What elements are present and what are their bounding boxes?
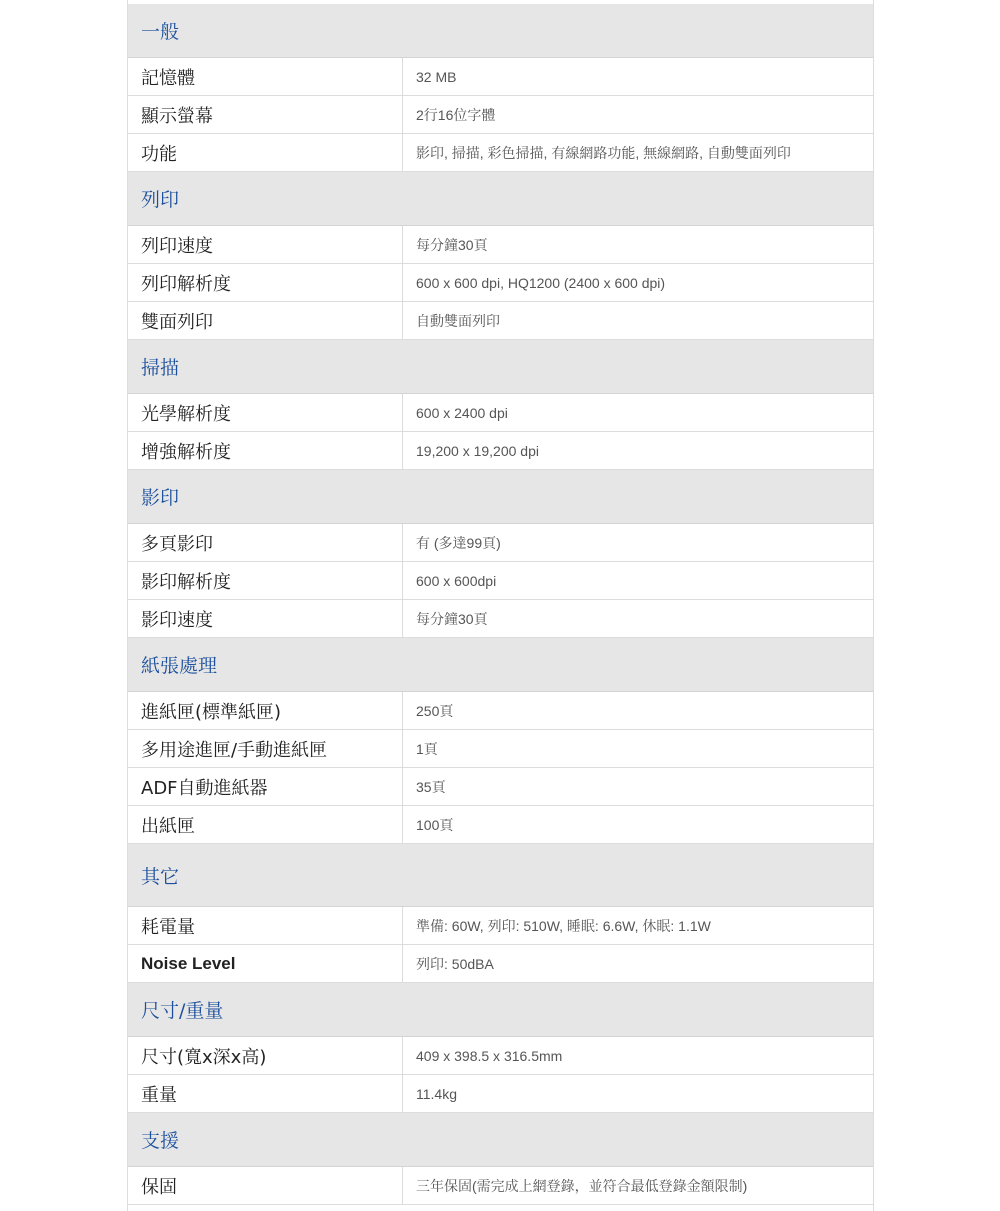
row-value: 2行16位字體 bbox=[416, 106, 496, 123]
row-label: 記憶體 bbox=[128, 58, 403, 95]
row-value: 250頁 bbox=[416, 702, 454, 719]
section-header-dimensions-weight bbox=[128, 983, 873, 1037]
table-row bbox=[128, 1037, 873, 1075]
spec-table bbox=[127, 0, 874, 1211]
section-header-general bbox=[128, 4, 873, 58]
row-value: 32 MB bbox=[416, 68, 457, 85]
table-row bbox=[128, 1167, 873, 1205]
row-label: 重量 bbox=[128, 1075, 403, 1112]
row-label: 影印速度 bbox=[128, 600, 403, 637]
table-row bbox=[128, 806, 873, 844]
section-title: 影印 bbox=[141, 487, 180, 509]
table-row bbox=[128, 432, 873, 470]
row-value: 11.4kg bbox=[416, 1085, 457, 1102]
row-label: 功能 bbox=[128, 134, 403, 171]
section-title: 紙張處理 bbox=[141, 655, 218, 677]
table-row bbox=[128, 730, 873, 768]
row-value: 有 (多達99頁) bbox=[416, 534, 501, 551]
table-row bbox=[128, 58, 873, 96]
section-title: 其它 bbox=[141, 865, 180, 888]
row-value: 準備: 60W, 列印: 510W, 睡眠: 6.6W, 休眠: 1.1W bbox=[416, 917, 711, 934]
table-row bbox=[128, 134, 873, 172]
row-label: 尺寸(寬x深x高) bbox=[128, 1037, 403, 1074]
row-value: 409 x 398.5 x 316.5mm bbox=[416, 1047, 563, 1064]
section-title: 支援 bbox=[141, 1130, 180, 1152]
row-label: 雙面列印 bbox=[128, 302, 403, 339]
row-label: ADF自動進紙器 bbox=[128, 768, 403, 805]
row-label: 出紙匣 bbox=[128, 806, 403, 843]
row-label: 顯示螢幕 bbox=[128, 96, 403, 133]
row-label: 多用途進匣/手動進紙匣 bbox=[128, 730, 403, 767]
section-header-print bbox=[128, 172, 873, 226]
row-value: 600 x 600 dpi, HQ1200 (2400 x 600 dpi) bbox=[416, 274, 666, 291]
section-header-copy bbox=[128, 470, 873, 524]
row-label: Noise Level bbox=[128, 945, 403, 982]
row-label: 影印解析度 bbox=[128, 562, 403, 599]
table-row bbox=[128, 907, 873, 945]
table-row bbox=[128, 768, 873, 806]
row-value: 1頁 bbox=[416, 740, 438, 757]
row-label: 保固 bbox=[128, 1167, 403, 1204]
table-row bbox=[128, 96, 873, 134]
row-label: 進紙匣(標準紙匣) bbox=[128, 692, 403, 729]
row-value: 影印, 掃描, 彩色掃描, 有線網路功能, 無線網路, 自動雙面列印 bbox=[416, 144, 791, 161]
table-row bbox=[128, 264, 873, 302]
section-header-support bbox=[128, 1113, 873, 1167]
row-label: 耗電量 bbox=[128, 907, 403, 944]
row-value: 19,200 x 19,200 dpi bbox=[416, 442, 539, 459]
row-value: 35頁 bbox=[416, 778, 446, 795]
table-row bbox=[128, 692, 873, 730]
row-label: 光學解析度 bbox=[128, 394, 403, 431]
row-value: 每分鐘30頁 bbox=[416, 610, 488, 627]
section-header-scan bbox=[128, 340, 873, 394]
row-value: 每分鐘30頁 bbox=[416, 236, 488, 253]
table-row bbox=[128, 394, 873, 432]
table-row bbox=[128, 226, 873, 264]
table-row bbox=[128, 600, 873, 638]
row-value: 三年保固(需完成上網登錄，並符合最低登錄金額限制) bbox=[416, 1177, 748, 1194]
row-value: 自動雙面列印 bbox=[416, 312, 500, 329]
table-row bbox=[128, 945, 873, 983]
row-value: 600 x 2400 dpi bbox=[416, 404, 508, 421]
row-value: 列印: 50dBA bbox=[416, 955, 494, 972]
row-value: 600 x 600dpi bbox=[416, 572, 497, 589]
table-bottom-gap bbox=[128, 1205, 873, 1211]
row-label: 列印速度 bbox=[128, 226, 403, 263]
table-row bbox=[128, 562, 873, 600]
row-label: 多頁影印 bbox=[128, 524, 403, 561]
table-row bbox=[128, 302, 873, 340]
section-header-paper-handling bbox=[128, 638, 873, 692]
section-title: 尺寸/重量 bbox=[141, 1000, 224, 1022]
row-value: 100頁 bbox=[416, 816, 454, 833]
section-header-other bbox=[128, 844, 873, 907]
table-row bbox=[128, 524, 873, 562]
section-title: 掃描 bbox=[141, 357, 180, 379]
table-row bbox=[128, 1075, 873, 1113]
section-title: 列印 bbox=[141, 189, 180, 211]
section-title: 一般 bbox=[141, 21, 180, 43]
row-label: 增強解析度 bbox=[128, 432, 403, 469]
row-label: 列印解析度 bbox=[128, 264, 403, 301]
